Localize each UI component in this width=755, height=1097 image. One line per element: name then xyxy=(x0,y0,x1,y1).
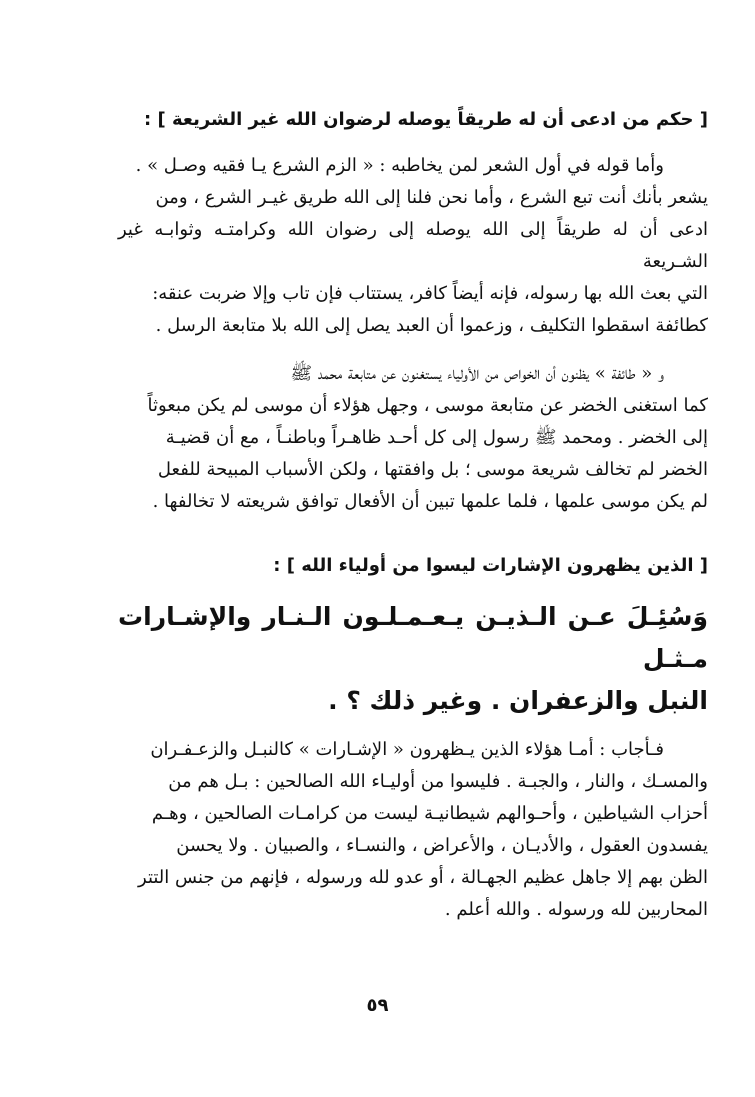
text-line: كطائفة اسقطوا التكليف ، وزعموا أن العبد يصل إلى الله بلا متابعة الرسل . xyxy=(155,315,708,336)
text-line: يفسدون العقول ، والأديـان ، والأعراض ، والنسـاء ، والصبيان . ولا يحسن xyxy=(176,835,708,856)
text-line: التي بعث الله بها رسوله، فإنه أيضاً كافر، يستتاب فإن تاب وإلا ضربت عنقه: xyxy=(152,283,708,304)
section-heading-signs: [ الذين يظهرون الإشارات ليسوا من أولياء الله ] : xyxy=(273,555,708,576)
text-line: وأما قوله في أول الشعر لمن يخاطبه : « الزم الشرع يـا فقيه وصـل » . xyxy=(135,155,664,176)
text-line: فـأجاب : أمـا هؤلاء الذين يـظهرون « الإشـارات » كالنبـل والزعـفـران xyxy=(150,739,664,760)
text-line: لم يكن موسى علمها ، فلما علمها تبين أن الأفعال توافق شريعته لا تخالفها . xyxy=(152,491,708,512)
spacer xyxy=(118,342,708,358)
text-line: الظن بهم إلا جاهل عظيم الجهـالة ، أو عدو لله ورسوله ، فإنهم من جنس التتر xyxy=(138,867,708,888)
document-page xyxy=(118,100,708,926)
paragraph-khidr xyxy=(118,358,708,518)
text-line: ادعى أن له طريقاً إلى الله يوصله إلى رضوان الله وكرامتـه وثوابـه غير الشـريعة xyxy=(118,219,708,272)
text-line: أحزاب الشياطين ، وأحـوالهم شيطانيـة ليست من كرامـات الصالحين ، وهـم xyxy=(151,803,708,824)
text-line: والمسـك ، والنار ، والجبـة . فليسوا من أوليـاء الله الصالحين : بـل هم من xyxy=(168,771,708,792)
text-line: و « طائفة » يظنون أن الخواص من الأولياء يستغنون عن متابعة محمد ﷺ xyxy=(290,363,664,384)
paragraph-ruling xyxy=(118,150,708,342)
text-line: المحاربين لله ورسوله . والله أعلم . xyxy=(444,899,708,920)
page-number: ٥٩ xyxy=(366,995,389,1016)
text-line: الخضر لم تخالف شريعة موسى ؛ بل وافقتها ، ولكن الأسباب المبيحة للفعل xyxy=(157,459,708,480)
text-line: يشعر بأنك أنت تبع الشرع ، وأما نحن فلنا إلى الله طريق غيـر الشرع ، ومن xyxy=(155,187,708,208)
question-block xyxy=(118,596,708,722)
spacer xyxy=(118,518,708,546)
text-line: كما استغنى الخضر عن متابعة موسى ، وجهل هؤلاء أن موسى لم يكن مبعوثاً xyxy=(147,395,708,416)
question-line: النبل والزعفران . وغير ذلك ؟ . xyxy=(328,686,708,715)
question-line: وَسُئِـلَ عـن الـذيـن يـعـمـلـون الـنـار والإشـارات مـثـل xyxy=(118,602,708,673)
section-heading-ruling: [ حكم من ادعى أن له طريقاً يوصله لرضوان الله غير الشريعة ] : xyxy=(144,109,708,130)
paragraph-answer xyxy=(118,734,708,926)
text-line: إلى الخضر . ومحمد ﷺ رسول إلى كل أحـد ظاهـراً وباطنـاً ، مع أن قضيـة xyxy=(165,427,708,448)
